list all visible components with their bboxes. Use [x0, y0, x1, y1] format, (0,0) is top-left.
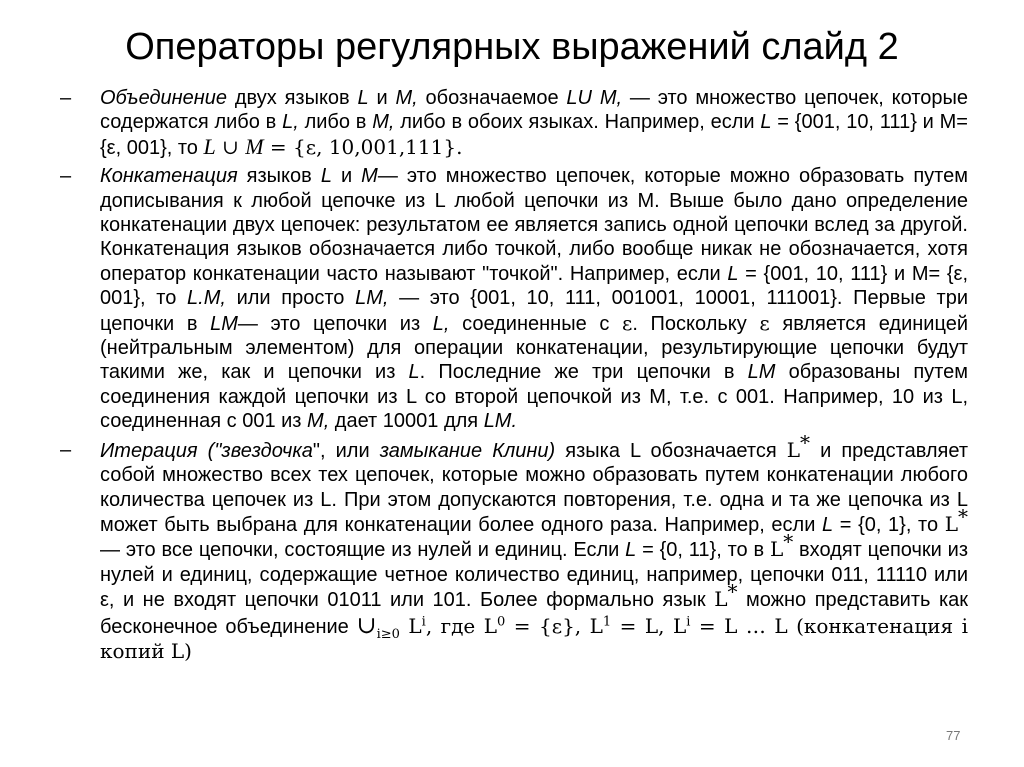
bullet-list	[56, 86, 968, 668]
kleene-formula: $\cup_{i\ge 0}$ $L^i$, где $L^0 = \{\varepsilon\}$, $L^1 = L$, $L^i = L$ … L (конкатенация i копий L)	[100, 610, 969, 663]
term-union: Объединение	[100, 87, 228, 109]
bullet-dash: –	[60, 438, 72, 461]
bullet-iteration: – Итерация ("звездочка", или замыкание Клини) языка L обозначается L* и представляет собой множество всех тех цепочек, которые можно образовать путем конкатенации любого количества цепочек из L. При этом допускаются повторения, т.е. одна и та же цепочка из L может быть выбрана для конкатенации более одного раза. Например, если L = {0, 1}, то L* — это все цепочки, состоящие из нулей и единиц. Если L = {0, 11}, то в L* входят цепочки из нулей и единиц, содержащие четное количество единиц, например, цепочки 011, 11110 или ε, и не входят цепочки 01011 или 101. Более формально язык L* можно представить как бесконечное объединение $\cup_{i\ge 0}$ $L^i$, где $L^0 = \{\varepsilon\}$, $L^1 = L$, $L^i = L$ … L (конкатенация i копий L)	[60, 430, 969, 663]
slide-title: Операторы регулярных выражений слайд 2	[125, 26, 899, 68]
page-number: 77	[946, 728, 961, 743]
union-formula: L ∪ M = {ε, 10,001,111}.	[203, 133, 463, 159]
bullet-dash: –	[60, 165, 72, 188]
term-iteration: Итерация ("звездочка	[100, 439, 313, 462]
bullet-concatenation: – Конкатенация языков L и M— это множество цепочек, которые можно образовать путем дописывания к любой цепочке из L любой цепочки из M. Выше было дано определение конкатенации двух цепочек: результатом ее является запись одной цепочки вслед за другой. Конкатенация языков обозначается либо точкой, либо вообще никак не обозначается, хотя оператор конкатенации часто называют "точкой". Например, если L = {001, 10, 111} и M= {ε, 001}, то L.M, или просто LM, — это {001, 10, 111, 001001, 10001, 111001}. Первые три цепочки в LM— это цепочки из L, соединенные с ε. Поскольку ε является единицей (нейтральным элементом) для операции конкатенации, результирующие цепочки будут такими же, как и цепочки из L. Последние же три цепочки в LM образованы путем соединения каждой цепочки из L со второй цепочкой из M, т.е. с 001. Например, 10 из L, соединенная с 001 из M, дает 10001 для LM.	[60, 165, 969, 433]
term-kleene: замыкание Клини)	[379, 439, 556, 462]
term-concatenation: Конкатенация	[100, 165, 238, 188]
bullet-dash: –	[60, 87, 72, 109]
bullet-union: – Объединение двух языков L и M, обозначаемое LU M, — это множество цепочек, которые содержатся либо в L, либо в M, либо в обоих языках. Например, если L = {001, 10, 111} и M= {ε, 001}, то L ∪ M = {ε, 10,001,111}.	[60, 87, 968, 159]
